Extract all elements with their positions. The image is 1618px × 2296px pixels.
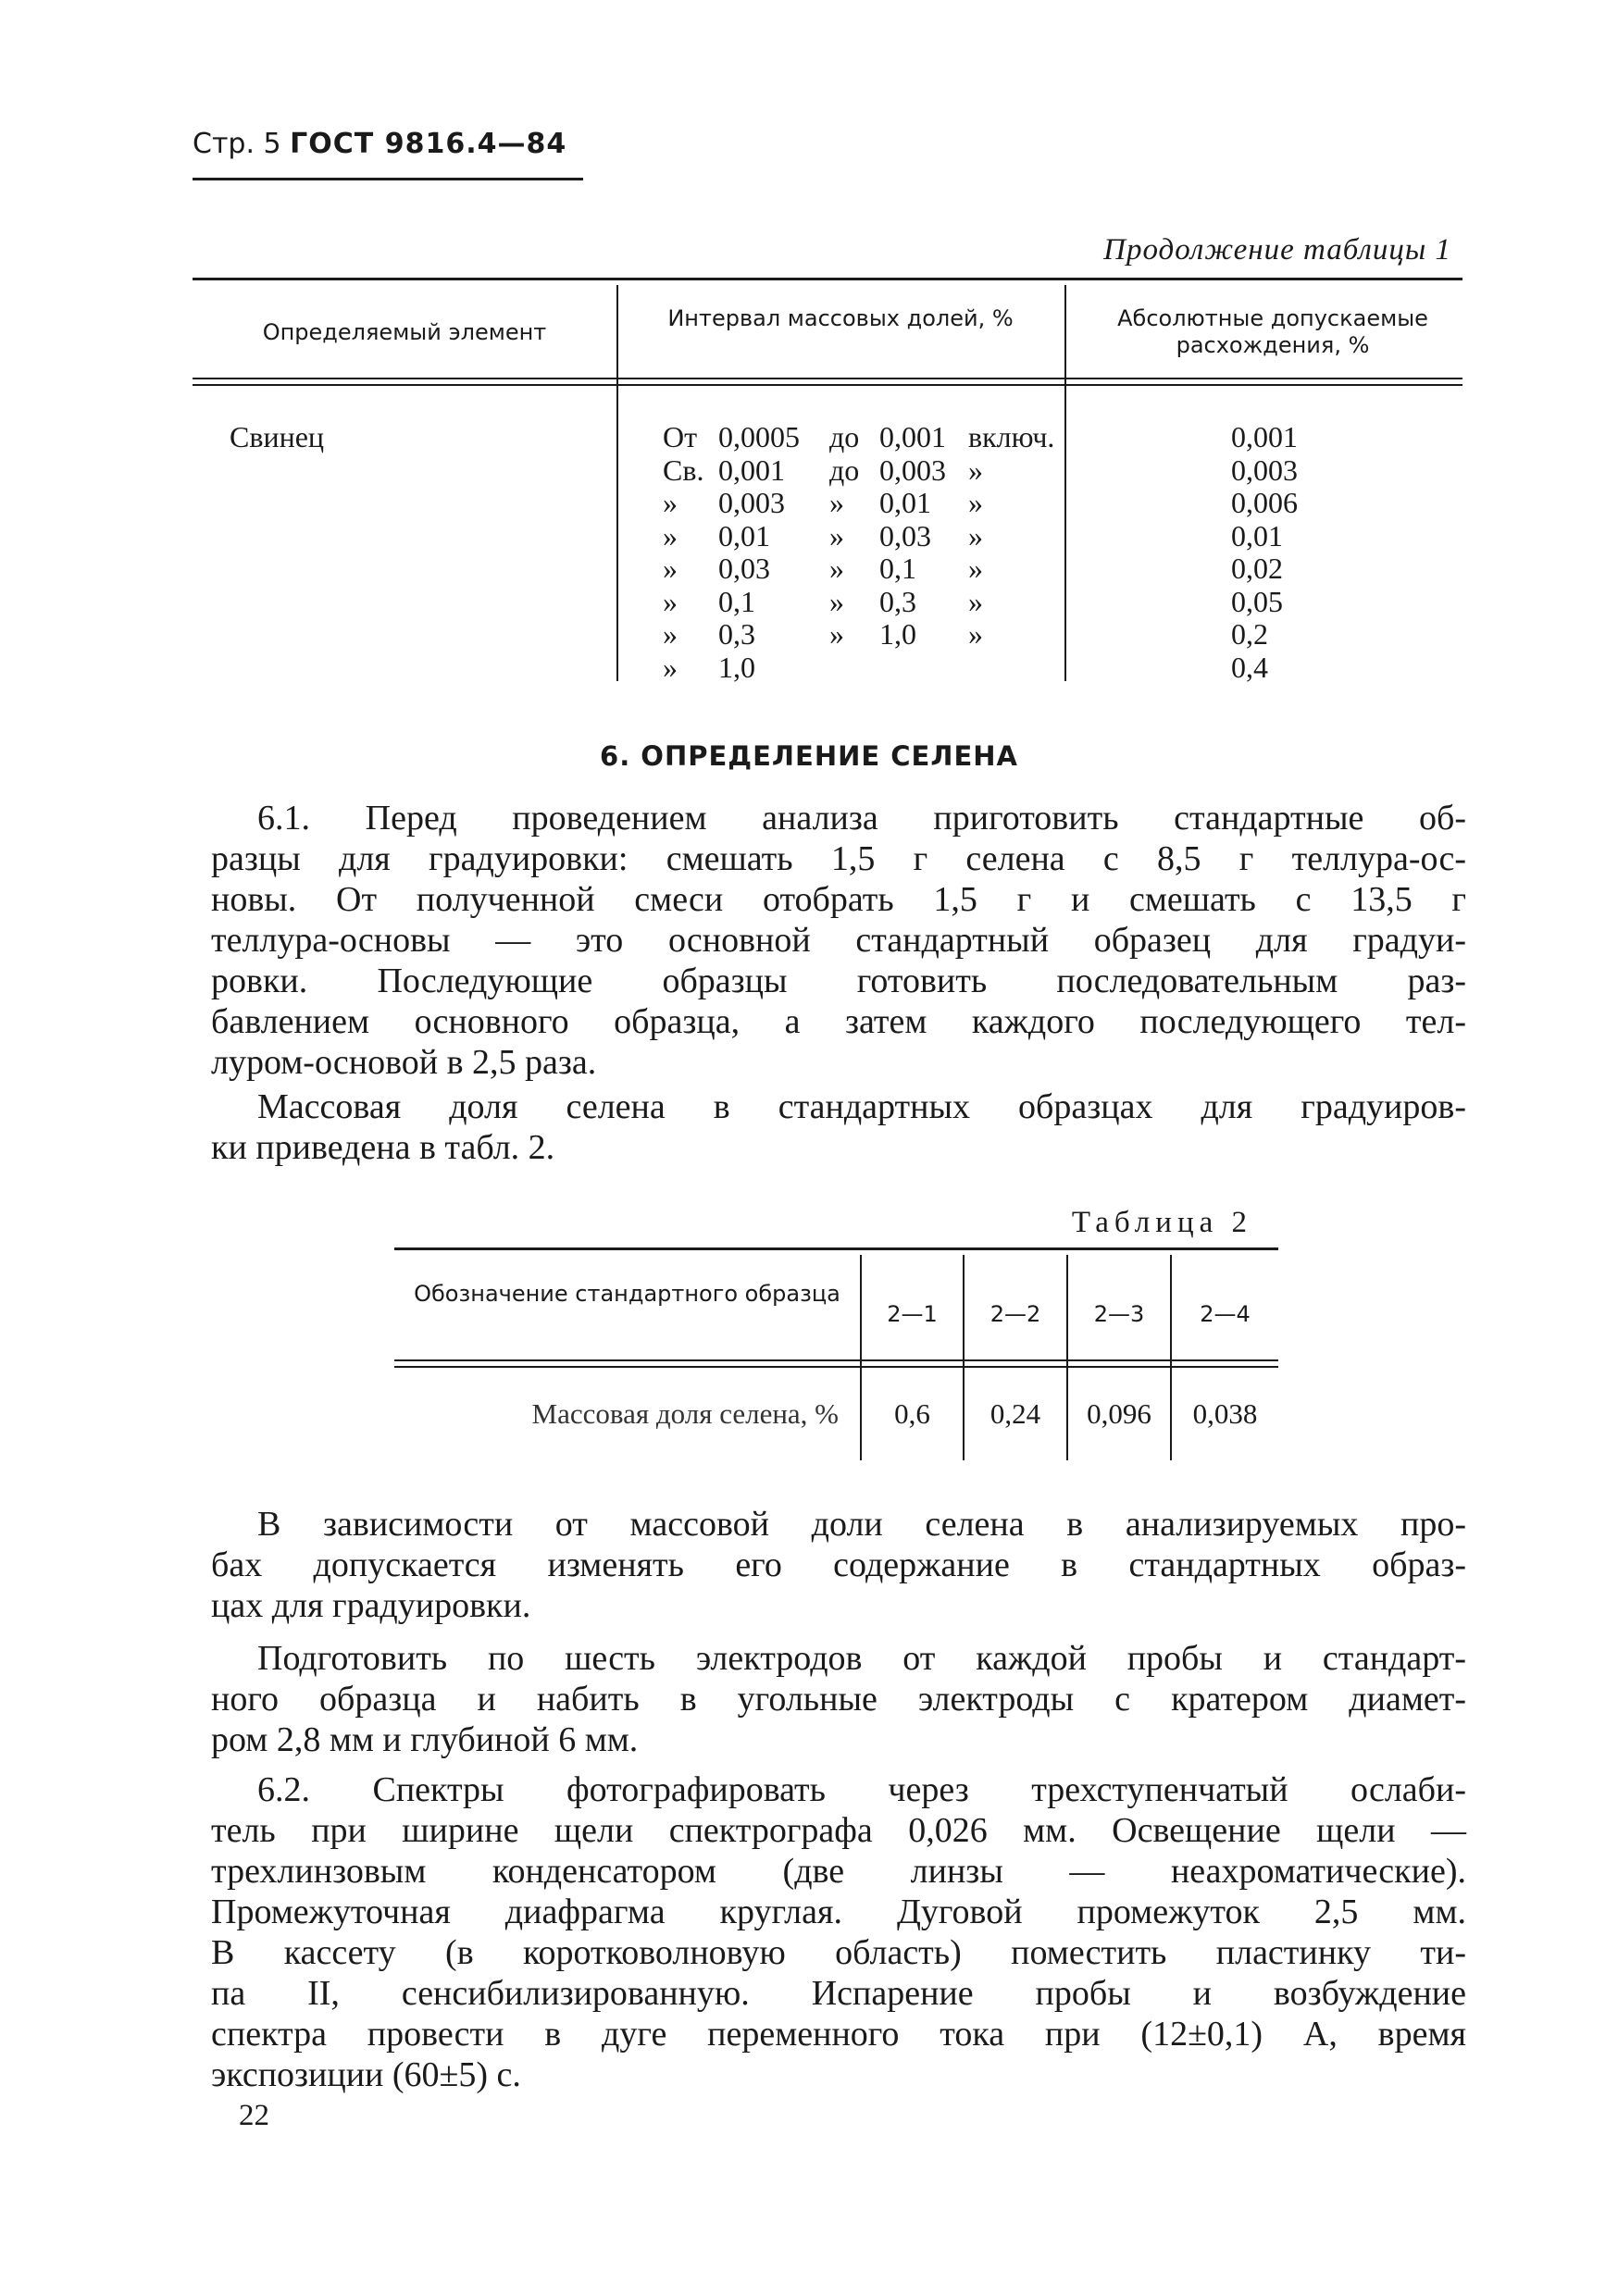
table1-suffix: »: [968, 518, 983, 552]
table1-suffix: »: [968, 453, 983, 487]
table1-prefix: От: [663, 420, 698, 453]
table1-from: 0,3: [718, 617, 755, 651]
text-line: па II, сенсибилизированную. Испарение пробы и возбуждение: [211, 1974, 1466, 2013]
table1-to: 1,0: [879, 617, 916, 651]
paragraph-mass-fraction: [211, 1086, 1466, 1168]
table2-caption: Таблица 2: [1071, 1206, 1252, 1239]
table2-code-3: 2—3: [1093, 1301, 1145, 1327]
table1-prefix: »: [663, 518, 678, 552]
table1-to: 0,1: [879, 552, 916, 585]
table2-value-4: 0,038: [1192, 1397, 1258, 1430]
table1-to: 0,03: [879, 518, 931, 552]
paragraph-6-1: [211, 798, 1466, 1083]
section-title: 6. ОПРЕДЕЛЕНИЕ СЕЛЕНА: [600, 740, 1018, 772]
table1-to: 0,003: [879, 453, 946, 487]
table1-to-word: »: [829, 518, 844, 552]
table1-header-element: Определяемый элемент: [262, 319, 547, 345]
table1-to: 0,01: [879, 486, 931, 519]
table2-value-2: 0,24: [989, 1397, 1041, 1430]
table1-to-word: до: [829, 420, 860, 453]
text-line: Подготовить по шесть электродов от каждой пробы и стандарт-: [257, 1639, 1466, 1678]
text-line: бавлением основного образца, а затем каждого последующего тел-: [211, 1002, 1466, 1041]
text-line: ки приведена в табл. 2.: [211, 1128, 555, 1167]
table1-col-divider-1: [616, 285, 618, 681]
table2-value-1: 0,6: [894, 1397, 930, 1430]
table1-to-word: »: [829, 552, 844, 585]
table1-to-word: до: [829, 453, 860, 487]
table2-code-2: 2—2: [989, 1301, 1041, 1327]
text-line: ровки. Последующие образцы готовить последовательным раз-: [211, 962, 1466, 1000]
text-line: 6.2. Спектры фотографировать через трехступенчатый ослаби-: [257, 1770, 1466, 1809]
table2-code-4: 2—4: [1200, 1301, 1251, 1327]
paragraph-electrodes: [211, 1638, 1466, 1760]
table1-prefix: »: [663, 617, 678, 651]
table2-header-rule-2: [394, 1366, 1278, 1368]
table1-top-rule: [193, 278, 1462, 280]
table2-code-1: 2—1: [887, 1301, 938, 1327]
page-number: 22: [239, 2099, 269, 2132]
table1-from: 0,1: [718, 584, 755, 618]
text-line: тель при ширине щели спектрографа 0,026 мм. Освещение щели —: [211, 1811, 1466, 1850]
table1-header-tolerance: Абсолютные допускаемые расхождения, %: [1117, 305, 1428, 358]
table1-header-rule: [193, 378, 1462, 379]
table1-header-interval: Интервал массовых долей, %: [667, 305, 1014, 331]
text-line: луром-основой в 2,5 раза.: [211, 1043, 597, 1082]
table1-header-rule-2: [193, 384, 1462, 386]
text-line: теллура-основы — это основной стандартный образец для градуи-: [211, 921, 1466, 960]
table1-from: 0,003: [718, 486, 785, 519]
table-2: [394, 1247, 1278, 1460]
text-line: ром 2,8 мм и глубиной 6 мм.: [211, 1720, 639, 1759]
text-line: Промежуточная диафрагма круглая. Дуговой промежуток 2,5 мм.: [211, 1893, 1466, 1931]
table1-from: 0,01: [718, 518, 770, 552]
table1-suffix: включ.: [968, 420, 1055, 453]
table2-row-label: Массовая доля селена, %: [531, 1397, 839, 1430]
table1-to-word: »: [829, 486, 844, 519]
paragraph-6-2: [211, 1769, 1466, 2095]
table1-continuation: Продолжение таблицы 1: [1103, 233, 1451, 267]
table1-from: 1,0: [718, 650, 755, 684]
table-1: [193, 278, 1462, 684]
table1-prefix: »: [663, 650, 678, 684]
table1-tolerance: 0,001: [1231, 420, 1298, 453]
paragraph-dependence: [211, 1504, 1466, 1626]
table1-to: 0,001: [879, 420, 946, 453]
text-line: трехлинзовым конденсатором (две линзы — неахроматические).: [211, 1852, 1466, 1891]
text-line: ного образца и набить в угольные электроды с кратером диамет-: [211, 1680, 1466, 1719]
table1-suffix: »: [968, 552, 983, 585]
table1-tolerance: 0,05: [1231, 584, 1283, 618]
text-line: В зависимости от массовой доли селена в анализируемых про-: [257, 1505, 1466, 1544]
table1-tolerance: 0,003: [1231, 453, 1298, 487]
table2-header-rule: [394, 1359, 1278, 1361]
text-line: 6.1. Перед проведением анализа приготовить стандартные об-: [257, 799, 1466, 838]
table1-tolerance: 0,006: [1231, 486, 1298, 519]
table1-tolerance: 0,02: [1231, 552, 1283, 585]
table1-prefix: »: [663, 552, 678, 585]
table1-suffix: »: [968, 584, 983, 618]
table2-value-3: 0,096: [1087, 1397, 1151, 1430]
header-rule: [193, 178, 583, 180]
table1-element-cell: Свинец: [230, 420, 325, 453]
table1-suffix: »: [968, 617, 983, 651]
table1-prefix: »: [663, 584, 678, 618]
text-line: новы. От полученной смеси отобрать 1,5 г и смешать с 13,5 г: [211, 880, 1466, 919]
page-label: Стр. 5: [193, 128, 281, 160]
text-line: цах для градуировки.: [211, 1586, 531, 1625]
page-header: [193, 128, 566, 160]
table1-from: 0,03: [718, 552, 770, 585]
table1-from: 0,001: [718, 453, 785, 487]
table1-tolerance: 0,01: [1231, 518, 1283, 552]
table1-tolerance: 0,2: [1231, 617, 1268, 651]
text-line: спектра провести в дуге переменного тока при (12±0,1) А, время: [211, 2015, 1466, 2054]
table1-to-word: »: [829, 617, 844, 651]
table1-prefix: Св.: [663, 453, 704, 487]
standard-code: ГОСТ 9816.4—84: [290, 128, 567, 160]
table2-header-label: Обозначение стандартного образца: [414, 1281, 840, 1307]
text-line: экспозиции (60±5) с.: [211, 2055, 521, 2094]
table2-top-rule: [394, 1247, 1278, 1250]
text-line: разцы для градуировки: смешать 1,5 г селена с 8,5 г теллура-ос-: [211, 839, 1466, 878]
text-line: бах допускается изменять его содержание в стандартных образ-: [211, 1545, 1466, 1584]
table1-to-word: »: [829, 584, 844, 618]
table1-col-divider-2: [1064, 285, 1066, 681]
table1-to: 0,3: [879, 584, 916, 618]
table1-tolerance: 0,4: [1231, 650, 1268, 684]
table1-suffix: »: [968, 486, 983, 519]
table1-from: 0,0005: [718, 420, 800, 453]
text-line: В кассету (в коротковолновую область) поместить пластинку ти-: [211, 1933, 1466, 1972]
table1-prefix: »: [663, 486, 678, 519]
text-line: Массовая доля селена в стандартных образцах для градуиров-: [257, 1087, 1466, 1126]
